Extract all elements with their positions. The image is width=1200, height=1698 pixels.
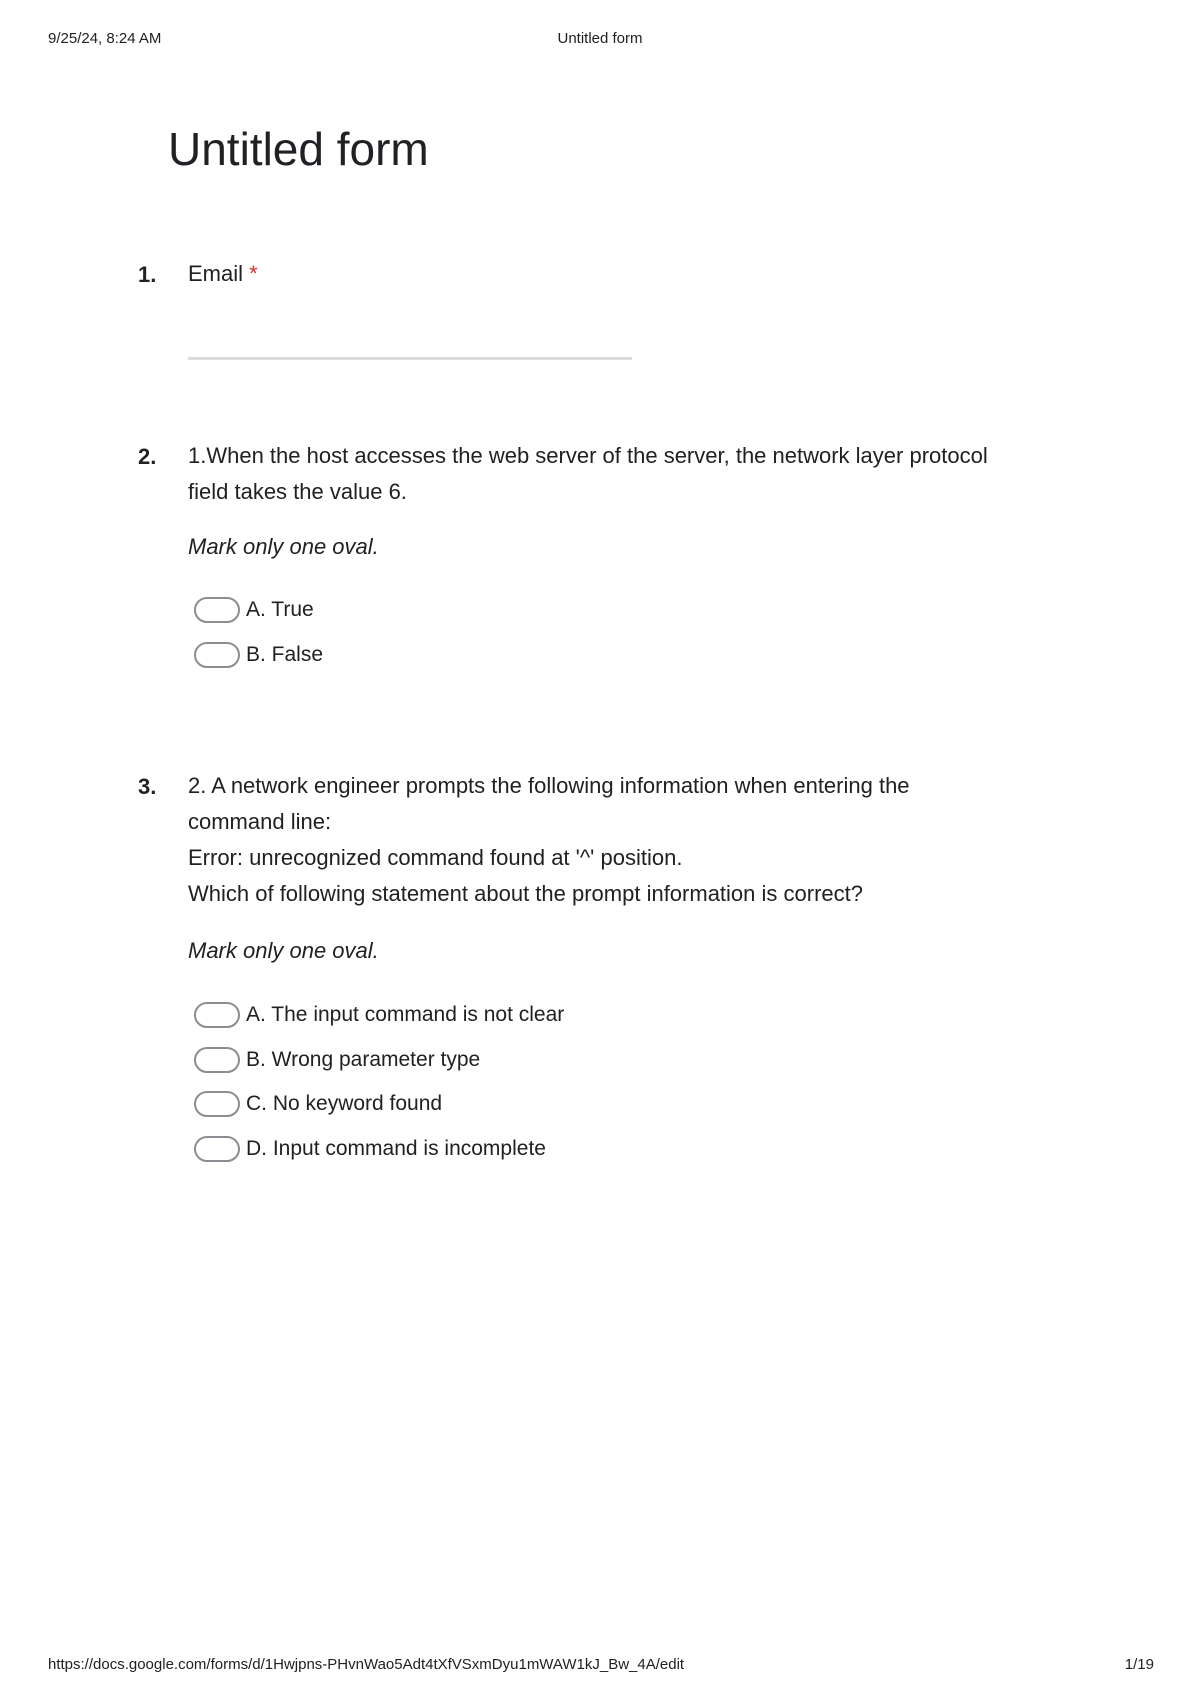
oval-radio-icon[interactable]: [194, 1002, 240, 1028]
form-title: Untitled form: [168, 123, 429, 175]
question-text-line: 2. A network engineer prompts the following information when entering the: [188, 773, 910, 798]
question-text-line: Error: unrecognized command found at '^' position.: [188, 845, 683, 870]
question-2-text: [188, 438, 1088, 510]
oval-radio-icon[interactable]: [194, 1047, 240, 1073]
oval-radio-icon[interactable]: [194, 642, 240, 668]
question-text-line: field takes the value 6.: [188, 479, 407, 504]
email-input-line[interactable]: [188, 357, 632, 360]
print-datetime: 9/25/24, 8:24 AM: [48, 30, 162, 47]
option-d[interactable]: [194, 1133, 546, 1165]
question-number: 3.: [138, 774, 157, 799]
oval-radio-icon[interactable]: [194, 1091, 240, 1117]
print-footer-url: https://docs.google.com/forms/d/1Hwjpns-PHvnWao5Adt4tXfVSxmDyu1mWAW1kJ_Bw_4A/edit: [48, 1656, 685, 1673]
option-false[interactable]: [194, 639, 323, 671]
print-page-number: 1/19: [1124, 1656, 1154, 1673]
question-2-hint: Mark only one oval.: [188, 534, 379, 559]
option-label: C. No keyword found: [246, 1092, 443, 1115]
question-email-label: [188, 256, 1088, 292]
oval-radio-icon[interactable]: [194, 1136, 240, 1162]
option-label: A. The input command is not clear: [246, 1003, 565, 1026]
option-label: B. Wrong parameter type: [246, 1048, 481, 1071]
question-number: 2.: [138, 444, 157, 469]
question-3-text: [188, 768, 1088, 912]
question-text-line: Which of following statement about the prompt information is correct?: [188, 881, 863, 906]
option-b[interactable]: [194, 1044, 480, 1076]
option-label: A. True: [246, 598, 314, 621]
question-text-line: command line:: [188, 809, 332, 834]
required-marker: *: [249, 261, 258, 286]
question-text-line: 1.When the host accesses the web server of the server, the network layer protocol: [188, 443, 988, 468]
print-header-title: Untitled form: [557, 30, 643, 47]
question-number: 1.: [138, 262, 157, 287]
option-label: D. Input command is incomplete: [246, 1137, 546, 1160]
option-c[interactable]: [194, 1088, 442, 1120]
oval-radio-icon[interactable]: [194, 597, 240, 623]
option-true[interactable]: [194, 594, 314, 626]
option-a[interactable]: [194, 999, 564, 1031]
email-label: Email: [188, 261, 244, 286]
question-3-hint: Mark only one oval.: [188, 938, 379, 963]
option-label: B. False: [246, 643, 324, 666]
